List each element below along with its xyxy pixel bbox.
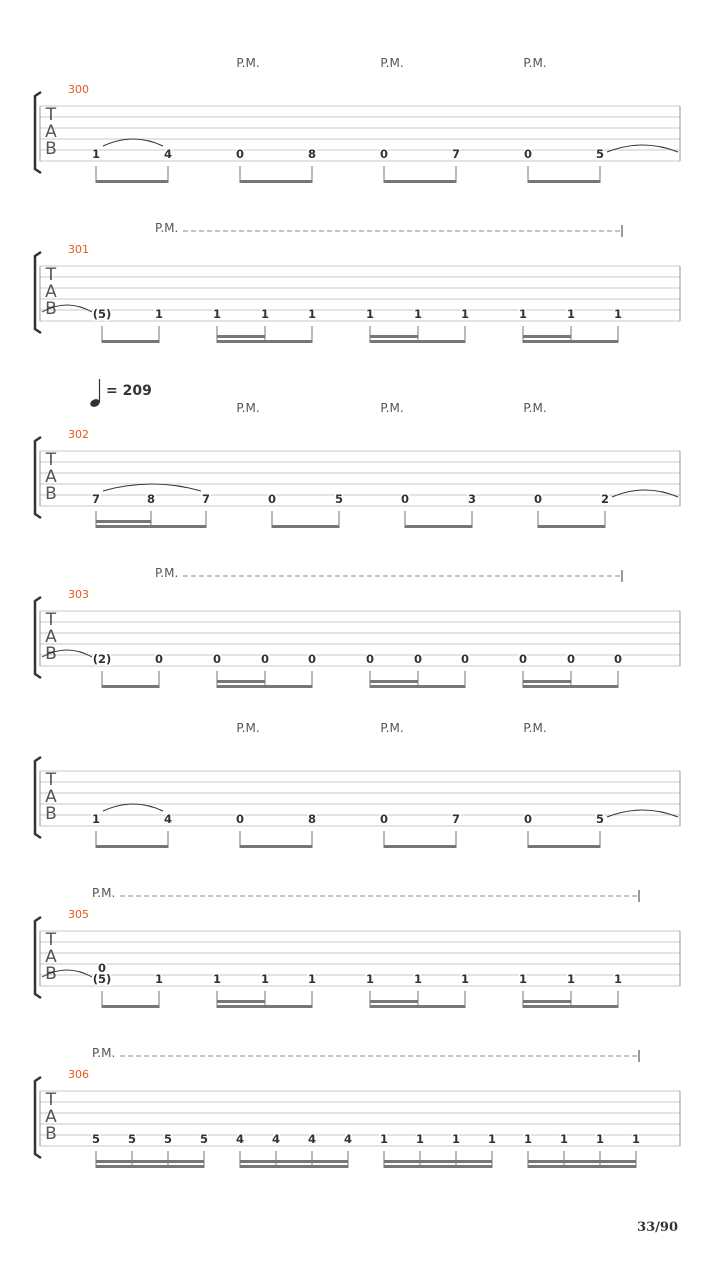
tie-arc xyxy=(103,484,201,491)
fret-number: 0 xyxy=(613,652,623,666)
fret-number: 1 xyxy=(613,307,623,321)
palm-mute-label: P.M. xyxy=(92,886,116,900)
fret-number: 1 xyxy=(451,1132,461,1146)
fret-number: 1 xyxy=(91,812,101,826)
fret-number: 0 xyxy=(212,652,222,666)
tab-clef-letter: T xyxy=(45,450,57,470)
fret-number: 0 xyxy=(379,812,389,826)
fret-number: 0 xyxy=(260,652,270,666)
fret-number: 0 xyxy=(379,147,389,161)
note-beam xyxy=(102,340,159,343)
fret-number: 1 xyxy=(415,1132,425,1146)
note-beam xyxy=(370,685,465,688)
fret-number: 0 xyxy=(267,492,277,506)
note-beam xyxy=(523,1005,618,1008)
palm-mute-label: P.M. xyxy=(380,401,404,415)
fret-number: 1 xyxy=(566,972,576,986)
fret-number: 5 xyxy=(163,1132,173,1146)
note-sub-beam xyxy=(370,335,418,338)
fret-number: 1 xyxy=(307,307,317,321)
note-beam xyxy=(538,525,605,528)
fret-number: 1 xyxy=(307,972,317,986)
fret-number: 1 xyxy=(566,307,576,321)
fret-number: 1 xyxy=(379,1132,389,1146)
tab-clef-letter: A xyxy=(45,1107,57,1127)
fret-number: 1 xyxy=(154,972,164,986)
note-beam xyxy=(102,1005,159,1008)
fret-number: 5 xyxy=(595,812,605,826)
palm-mute-label: P.M. xyxy=(523,56,547,70)
tie-arc xyxy=(103,804,163,811)
palm-mute-label: P.M. xyxy=(380,721,404,735)
fret-number: 1 xyxy=(91,147,101,161)
fret-number: 1 xyxy=(460,972,470,986)
palm-mute-label: P.M. xyxy=(236,56,260,70)
fret-number: 0 xyxy=(365,652,375,666)
measure-number: 300 xyxy=(68,83,89,96)
fret-number: 0 xyxy=(235,812,245,826)
fret-number: 5 xyxy=(127,1132,137,1146)
note-sub-beam xyxy=(523,335,571,338)
fret-number: 1 xyxy=(260,307,270,321)
note-sub-beam xyxy=(523,680,571,683)
note-sub-beam xyxy=(528,1160,636,1163)
tie-outgoing xyxy=(607,145,678,152)
note-sub-beam xyxy=(240,1160,348,1163)
note-beam xyxy=(370,1005,465,1008)
fret-number: (2) xyxy=(92,652,112,666)
fret-number: 4 xyxy=(163,812,173,826)
fret-number: (5) xyxy=(92,972,112,986)
fret-number: 0 xyxy=(400,492,410,506)
fret-number: 1 xyxy=(559,1132,569,1146)
note-beam xyxy=(528,845,600,848)
fret-number: 1 xyxy=(595,1132,605,1146)
tempo-marking: = 209 xyxy=(106,383,152,399)
fret-number: 1 xyxy=(365,972,375,986)
fret-number: 4 xyxy=(163,147,173,161)
note-sub-beam xyxy=(217,335,265,338)
fret-number: 7 xyxy=(451,812,461,826)
tab-clef-letter: A xyxy=(45,467,57,487)
tab-clef-letter: T xyxy=(45,265,57,285)
note-sub-beam xyxy=(96,520,151,523)
tie-outgoing xyxy=(612,490,678,497)
note-sub-beam xyxy=(217,1000,265,1003)
fret-number: 7 xyxy=(451,147,461,161)
fret-number: 1 xyxy=(487,1132,497,1146)
tab-clef-letter: T xyxy=(45,770,57,790)
fret-number: 0 xyxy=(460,652,470,666)
note-beam xyxy=(217,340,312,343)
fret-number: 7 xyxy=(91,492,101,506)
note-beam xyxy=(96,525,206,528)
fret-number: 8 xyxy=(307,147,317,161)
fret-number: 5 xyxy=(334,492,344,506)
fret-number: 7 xyxy=(201,492,211,506)
fret-number: 8 xyxy=(146,492,156,506)
note-beam xyxy=(523,340,618,343)
note-sub-beam xyxy=(96,1160,204,1163)
fret-number: 8 xyxy=(307,812,317,826)
tab-clef-letter: A xyxy=(45,122,57,142)
note-sub-beam xyxy=(370,1000,418,1003)
measure-number: 306 xyxy=(68,1068,89,1081)
note-beam xyxy=(240,180,312,183)
palm-mute-label: P.M. xyxy=(236,721,260,735)
tab-clef-letter: T xyxy=(45,930,57,950)
note-beam xyxy=(272,525,339,528)
palm-mute-label: P.M. xyxy=(380,56,404,70)
tab-clef-letter: A xyxy=(45,282,57,302)
fret-number: 1 xyxy=(631,1132,641,1146)
measure-number: 302 xyxy=(68,428,89,441)
palm-mute-label: P.M. xyxy=(523,721,547,735)
fret-number: 0 xyxy=(566,652,576,666)
tab-clef-letter: A xyxy=(45,947,57,967)
note-beam xyxy=(240,845,312,848)
note-beam xyxy=(240,1165,348,1168)
note-beam xyxy=(528,180,600,183)
fret-number: 1 xyxy=(413,307,423,321)
note-sub-beam xyxy=(384,1160,492,1163)
fret-number: 4 xyxy=(307,1132,317,1146)
tab-clef-letter: B xyxy=(45,299,57,319)
tab-clef-letter: A xyxy=(45,787,57,807)
fret-number: 0 xyxy=(307,652,317,666)
fret-number: 1 xyxy=(613,972,623,986)
measure-number: 301 xyxy=(68,243,89,256)
palm-mute-label: P.M. xyxy=(523,401,547,415)
note-beam xyxy=(528,1165,636,1168)
fret-number: 1 xyxy=(154,307,164,321)
fret-number: 4 xyxy=(343,1132,353,1146)
fret-number: 0 xyxy=(413,652,423,666)
note-beam xyxy=(405,525,472,528)
fret-number: 5 xyxy=(199,1132,209,1146)
tab-clef-letter: B xyxy=(45,964,57,984)
note-beam xyxy=(96,180,168,183)
tab-clef-letter: B xyxy=(45,484,57,504)
note-beam xyxy=(384,845,456,848)
tab-clef-letter: B xyxy=(45,804,57,824)
note-beam xyxy=(102,685,159,688)
note-sub-beam xyxy=(523,1000,571,1003)
note-beam xyxy=(523,685,618,688)
fret-number: 3 xyxy=(467,492,477,506)
note-beam xyxy=(370,340,465,343)
fret-number: 1 xyxy=(212,307,222,321)
tab-clef-letter: T xyxy=(45,105,57,125)
fret-number: 0 xyxy=(523,147,533,161)
note-beam xyxy=(384,1165,492,1168)
fret-number: 0 xyxy=(533,492,543,506)
tab-clef-letter: B xyxy=(45,644,57,664)
fret-number: 1 xyxy=(518,972,528,986)
fret-number: 2 xyxy=(600,492,610,506)
note-sub-beam xyxy=(217,680,265,683)
note-beam xyxy=(217,1005,312,1008)
note-beam xyxy=(217,685,312,688)
palm-mute-label: P.M. xyxy=(155,566,179,580)
tie-outgoing xyxy=(607,810,678,817)
palm-mute-label: P.M. xyxy=(155,221,179,235)
fret-number: (5) xyxy=(92,307,112,321)
fret-number: 4 xyxy=(271,1132,281,1146)
palm-mute-label: P.M. xyxy=(92,1046,116,1060)
note-beam xyxy=(384,180,456,183)
fret-number: 1 xyxy=(523,1132,533,1146)
fret-number: 4 xyxy=(235,1132,245,1146)
note-beam xyxy=(96,1165,204,1168)
fret-number: 1 xyxy=(460,307,470,321)
measure-number: 305 xyxy=(68,908,89,921)
fret-number: 1 xyxy=(212,972,222,986)
fret-number: 0 xyxy=(518,652,528,666)
fret-number: 0 xyxy=(235,147,245,161)
tab-clef-letter: T xyxy=(45,1090,57,1110)
fret-number: 0 xyxy=(154,652,164,666)
fret-number: 1 xyxy=(365,307,375,321)
fret-number: 1 xyxy=(413,972,423,986)
page-number: 33/90 xyxy=(637,1220,678,1235)
fret-number: 5 xyxy=(91,1132,101,1146)
tab-clef-letter: B xyxy=(45,1124,57,1144)
fret-number-upper: 0 xyxy=(97,961,107,975)
fret-number: 1 xyxy=(518,307,528,321)
fret-number: 1 xyxy=(260,972,270,986)
tab-clef-letter: T xyxy=(45,610,57,630)
palm-mute-label: P.M. xyxy=(236,401,260,415)
measure-number: 303 xyxy=(68,588,89,601)
note-beam xyxy=(96,845,168,848)
note-sub-beam xyxy=(370,680,418,683)
fret-number: 5 xyxy=(595,147,605,161)
tab-clef-letter: A xyxy=(45,627,57,647)
tab-clef-letter: B xyxy=(45,139,57,159)
tie-arc xyxy=(103,139,163,146)
fret-number: 0 xyxy=(523,812,533,826)
